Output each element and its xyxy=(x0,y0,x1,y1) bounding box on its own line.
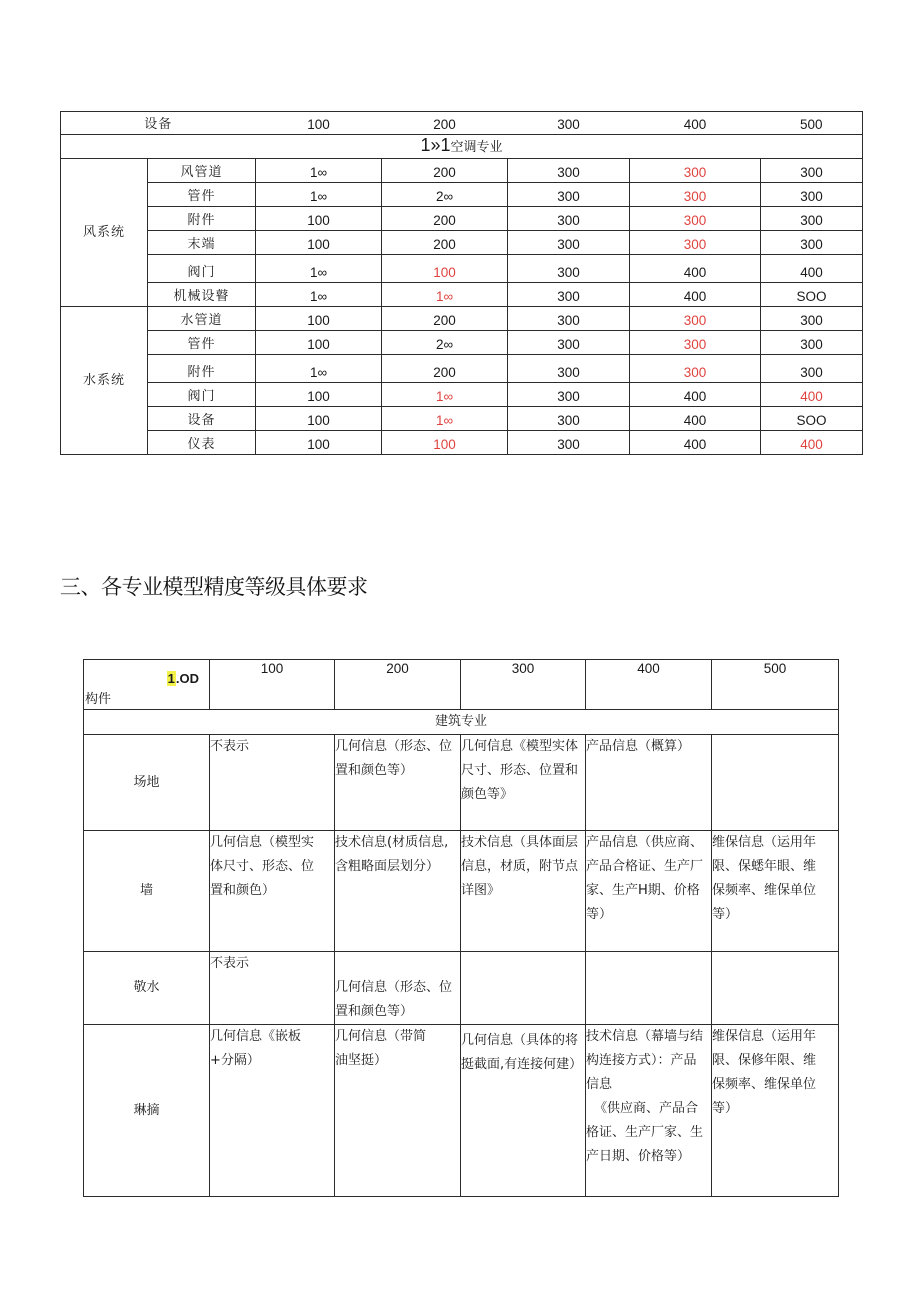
lod-value-cell: 300 xyxy=(761,231,863,255)
lod-label-rest: .OD xyxy=(175,671,199,686)
lod-value-cell: 300 xyxy=(761,355,863,383)
lod-value-cell: 1∞ xyxy=(256,355,382,383)
header-cell-lod300: 300 xyxy=(508,112,630,135)
item-label-cell: 附件 xyxy=(148,207,256,231)
table-row xyxy=(61,159,863,183)
cell-text-line: 保频率、维保单位 xyxy=(712,883,817,898)
lod-value-cell: 300 xyxy=(508,183,630,207)
lod-value-cell: 400 xyxy=(761,255,863,283)
lod-value-cell: 300 xyxy=(761,159,863,183)
component-name-cell: 琳摘 xyxy=(84,1025,210,1197)
section-row xyxy=(61,135,863,159)
group-label-cell: 风系统 xyxy=(61,159,148,307)
cell-text-line: 技术信息(材质信息, xyxy=(335,835,449,850)
cell-text-line: 构连接方式）：产品 xyxy=(586,1053,697,1068)
lod-value-cell: 200 xyxy=(382,207,508,231)
cell-text-line: 家、生产H期、价格 xyxy=(586,883,700,898)
lod-value-cell: 300 xyxy=(508,255,630,283)
lod-requirement-cell xyxy=(712,952,839,1025)
lod-value-cell: 100 xyxy=(382,431,508,455)
cell-text-line: 不表示 xyxy=(210,739,250,754)
cell-text-line: 详图》 xyxy=(461,883,501,898)
cell-text-line: 产品信息（供应商、 xyxy=(586,835,704,850)
table-row xyxy=(84,735,839,831)
cell-text-line: 尺寸、形态、位置和 xyxy=(461,763,579,778)
header-cell-lod200: 200 xyxy=(382,112,508,135)
lod-value-cell: 300 xyxy=(508,431,630,455)
lod-value-cell: 300 xyxy=(761,207,863,231)
cell-text-line: +分隔） xyxy=(210,1053,260,1068)
cell-text-line: 含粗略面层划分） xyxy=(335,859,440,874)
section-heading: 三、各专业模型精度等级具体要求 xyxy=(60,575,368,599)
lod-value-cell: 200 xyxy=(382,159,508,183)
cell-text-line: 等） xyxy=(712,907,739,922)
lod-value-cell: 1∞ xyxy=(256,283,382,307)
lod-value-cell: 300 xyxy=(508,383,630,407)
lod-value-cell: 100 xyxy=(382,255,508,283)
architecture-lod-table-body xyxy=(84,660,839,1197)
component-label: 构件 xyxy=(85,692,112,707)
lod-requirement-cell xyxy=(335,1025,461,1197)
table-row xyxy=(61,383,863,407)
cell-text-line: 几何信息（形态、位 xyxy=(335,739,453,754)
lod-requirement-cell xyxy=(586,952,712,1025)
lod-value-cell: 100 xyxy=(256,207,382,231)
lod-label-highlight: 1 xyxy=(167,671,175,686)
header-cell-lod300: 300 xyxy=(461,660,586,710)
lod-requirement-cell xyxy=(210,735,335,831)
item-label-cell: 阀门 xyxy=(148,383,256,407)
lod-value-cell: 300 xyxy=(508,307,630,331)
lod-value-cell: 1∞ xyxy=(256,183,382,207)
table-row xyxy=(84,831,839,952)
specialty-row xyxy=(84,710,839,735)
group-label-cell: 水系统 xyxy=(61,307,148,455)
cell-text-line: 技术信息（幕墙与结 xyxy=(586,1029,704,1044)
lod-label xyxy=(167,667,199,691)
item-label-cell: 机械设瞽 xyxy=(148,283,256,307)
cell-text-line: 置和颜色等） xyxy=(335,1004,414,1019)
item-label-cell: 末端 xyxy=(148,231,256,255)
lod-requirement-cell xyxy=(461,831,586,952)
lod-value-cell: 1∞ xyxy=(382,407,508,431)
lod-value-cell: 100 xyxy=(256,383,382,407)
table-row xyxy=(61,231,863,255)
cell-text-line: 几何信息（模型实 xyxy=(210,835,315,850)
lod-value-cell: SOO xyxy=(761,407,863,431)
cell-text-line: 产品合格证、生产厂 xyxy=(586,859,704,874)
lod-value-cell: 400 xyxy=(630,431,761,455)
lod-value-cell: 2∞ xyxy=(382,331,508,355)
component-name-cell: 敬水 xyxy=(84,952,210,1025)
cell-text-line: 格证、生产厂家、生 xyxy=(586,1125,704,1140)
lod-requirement-cell xyxy=(712,831,839,952)
item-label-cell: 管件 xyxy=(148,331,256,355)
lod-value-cell: 400 xyxy=(630,283,761,307)
component-name-cell: 场地 xyxy=(84,735,210,831)
cell-text-line: 信息 xyxy=(586,1077,613,1092)
lod-requirement-cell xyxy=(461,735,586,831)
lod-value-cell: 300 xyxy=(508,283,630,307)
table-row xyxy=(61,307,863,331)
cell-text-line: 保频率、维保单位 xyxy=(712,1077,817,1092)
lod-requirement-cell xyxy=(586,735,712,831)
table-row xyxy=(61,331,863,355)
hvac-lod-table xyxy=(60,111,863,455)
table-row xyxy=(61,431,863,455)
lod-value-cell: 1∞ xyxy=(256,159,382,183)
lod-value-cell: 100 xyxy=(256,231,382,255)
item-label-cell: 设备 xyxy=(148,407,256,431)
lod-requirement-cell xyxy=(712,735,839,831)
lod-requirement-cell xyxy=(335,952,461,1025)
lod-corner-cell xyxy=(84,660,210,710)
lod-value-cell: 300 xyxy=(761,331,863,355)
table-header-row xyxy=(61,112,863,135)
lod-value-cell: 300 xyxy=(508,231,630,255)
cell-text-line: 置和颜色等） xyxy=(335,763,414,778)
cell-text-line: 《供应商、产品合 xyxy=(594,1101,699,1116)
cell-text-line: 几何信息（形态、位 xyxy=(335,980,453,995)
lod-value-cell: 300 xyxy=(630,307,761,331)
cell-text-line: 产日期、价格等） xyxy=(586,1149,691,1164)
lod-requirement-cell xyxy=(210,952,335,1025)
table-row xyxy=(61,407,863,431)
lod-requirement-cell xyxy=(586,1025,712,1197)
lod-value-cell: 400 xyxy=(630,383,761,407)
cell-text-line: 几何信息（具体的将 xyxy=(461,1033,579,1048)
header-cell-lod500: 500 xyxy=(761,112,863,135)
lod-value-cell: 200 xyxy=(382,307,508,331)
lod-requirement-cell xyxy=(210,1025,335,1197)
table-header-row xyxy=(84,660,839,710)
table-row xyxy=(61,255,863,283)
lod-value-cell: 1∞ xyxy=(382,383,508,407)
header-cell-lod100: 100 xyxy=(256,112,382,135)
cell-text-line: 等） xyxy=(586,907,613,922)
lod-value-cell: 300 xyxy=(508,331,630,355)
lod-value-cell: 300 xyxy=(630,231,761,255)
header-cell-lod100: 100 xyxy=(210,660,335,710)
cell-text-line: 几何信息（带简 xyxy=(335,1029,427,1044)
lod-value-cell: 100 xyxy=(256,307,382,331)
item-label-cell: 管件 xyxy=(148,183,256,207)
lod-value-cell: 300 xyxy=(630,207,761,231)
component-name-cell: 墙 xyxy=(84,831,210,952)
lod-value-cell: 400 xyxy=(630,255,761,283)
lod-value-cell: 300 xyxy=(761,307,863,331)
lod-value-cell: 300 xyxy=(630,183,761,207)
lod-value-cell: 300 xyxy=(630,331,761,355)
lod-requirement-cell xyxy=(210,831,335,952)
header-cell-lod400: 400 xyxy=(586,660,712,710)
lod-value-cell: 100 xyxy=(256,431,382,455)
lod-value-cell: 1∞ xyxy=(382,283,508,307)
cell-text-line: 产品信息（概算） xyxy=(586,739,691,754)
cell-text-line: 维保信息（运用年 xyxy=(712,1029,817,1044)
hvac-lod-table-body xyxy=(61,112,863,455)
cell-text-line: 颜色等》 xyxy=(461,787,514,802)
lod-value-cell: 100 xyxy=(256,407,382,431)
item-label-cell: 水管道 xyxy=(148,307,256,331)
lod-value-cell: 400 xyxy=(630,407,761,431)
header-cell-equipment: 设备 xyxy=(61,112,256,135)
lod-value-cell: 200 xyxy=(382,355,508,383)
table-row xyxy=(61,207,863,231)
lod-requirement-cell xyxy=(461,1025,586,1197)
cell-text-line: 几何信息《模型实体 xyxy=(461,739,579,754)
lod-value-cell: 300 xyxy=(508,207,630,231)
cell-text-line: 油坚挺） xyxy=(335,1053,388,1068)
header-cell-lod400: 400 xyxy=(630,112,761,135)
lod-requirement-cell xyxy=(335,831,461,952)
lod-value-cell: 300 xyxy=(508,355,630,383)
section-title-cell xyxy=(61,135,863,159)
item-label-cell: 阀门 xyxy=(148,255,256,283)
cell-text-line: 几何信息《嵌板 xyxy=(210,1029,302,1044)
lod-value-cell: 400 xyxy=(761,383,863,407)
cell-text-line: 挺截面,有连接何建） xyxy=(461,1057,583,1072)
item-label-cell: 附件 xyxy=(148,355,256,383)
lod-value-cell: 300 xyxy=(761,183,863,207)
cell-text-line: 置和颜色） xyxy=(210,883,276,898)
table-row xyxy=(61,183,863,207)
table-row xyxy=(84,1025,839,1197)
lod-value-cell: 100 xyxy=(256,331,382,355)
section-prefix: 1»1 xyxy=(420,135,451,155)
section-title: 空调专业 xyxy=(450,140,503,155)
cell-text-line: 维保信息（运用年 xyxy=(712,835,817,850)
table-row xyxy=(61,283,863,307)
table-row xyxy=(84,952,839,1025)
lod-value-cell: 400 xyxy=(761,431,863,455)
lod-value-cell: 300 xyxy=(630,159,761,183)
item-label-cell: 仪表 xyxy=(148,431,256,455)
table-row xyxy=(61,355,863,383)
header-cell-lod500: 500 xyxy=(712,660,839,710)
cell-text-line: 信息，材质，附节点 xyxy=(461,859,579,874)
lod-value-cell: 300 xyxy=(630,355,761,383)
lod-value-cell: 300 xyxy=(508,159,630,183)
header-cell-lod200: 200 xyxy=(335,660,461,710)
cell-text-line: 技术信息（具体面层 xyxy=(461,835,579,850)
lod-value-cell: 2∞ xyxy=(382,183,508,207)
lod-requirement-cell xyxy=(712,1025,839,1197)
cell-text-line: 等） xyxy=(712,1101,739,1116)
lod-requirement-cell xyxy=(461,952,586,1025)
specialty-cell: 建筑专业 xyxy=(84,710,839,735)
cell-text-line: 不表示 xyxy=(210,956,250,971)
lod-value-cell: SOO xyxy=(761,283,863,307)
cell-text-line: 限、保蟋年眼、维 xyxy=(712,859,817,874)
item-label-cell: 风管道 xyxy=(148,159,256,183)
lod-value-cell: 200 xyxy=(382,231,508,255)
lod-requirement-cell xyxy=(586,831,712,952)
lod-value-cell: 1∞ xyxy=(256,255,382,283)
lod-requirement-cell xyxy=(335,735,461,831)
architecture-lod-table xyxy=(83,659,839,1197)
cell-text-line: 限、保修年限、维 xyxy=(712,1053,817,1068)
cell-text-line: 体尺寸、形态、位 xyxy=(210,859,315,874)
lod-value-cell: 300 xyxy=(508,407,630,431)
